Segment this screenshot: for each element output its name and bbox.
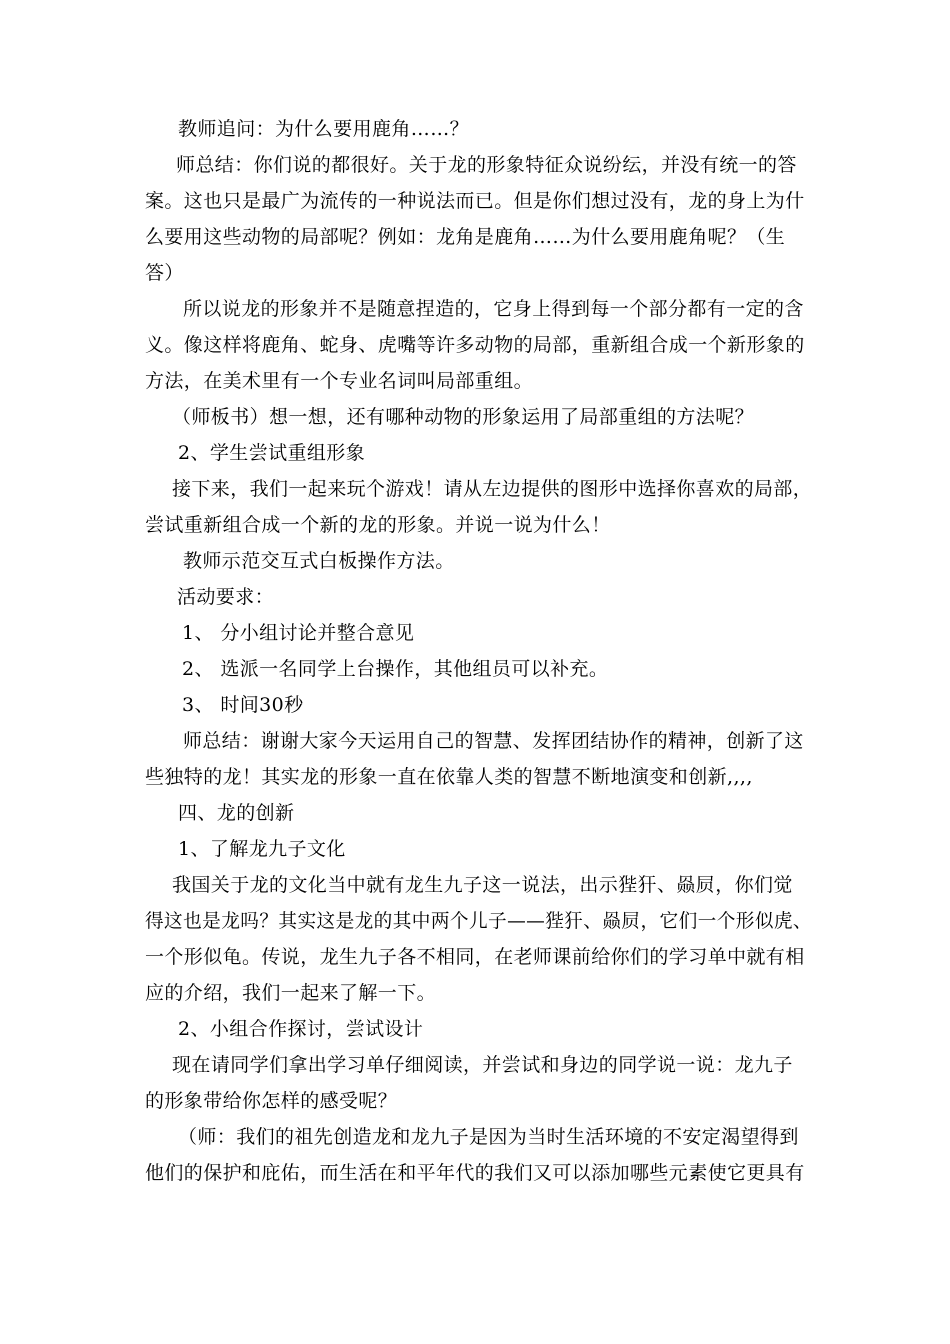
text-line: 应的介绍，我们一起来了解一下。 bbox=[145, 982, 437, 1004]
text-line: 些独特的龙！其实龙的形象一直在依靠人类的智慧不断地演变和创新,,,, bbox=[145, 766, 753, 788]
text-line: 得这也是龙吗？其实这是龙的其中两个儿子——狴犴、赑屃，它们一个形似虎、 bbox=[145, 910, 812, 932]
section-heading: 2、学生尝试重组形象 bbox=[178, 442, 366, 464]
list-item: 3、 时间30秒 bbox=[182, 694, 304, 716]
text-line: 我国关于龙的文化当中就有龙生九子这一说法，出示狴犴、赑屃，你们觉 bbox=[172, 874, 793, 896]
list-item: 1、 分小组讨论并整合意见 bbox=[182, 622, 415, 644]
text-line: 现在请同学们拿出学习单仔细阅读，并尝试和身边的同学说一说：龙九子 bbox=[172, 1054, 793, 1076]
list-item: 2、 选派一名同学上台操作，其他组员可以补充。 bbox=[182, 658, 609, 680]
text-line: 师总结：你们说的都很好。关于龙的形象特征众说纷纭，并没有统一的答 bbox=[176, 154, 797, 176]
text-line: 活动要求： bbox=[177, 586, 275, 608]
text-line: 方法，在美术里有一个专业名词叫局部重组。 bbox=[145, 370, 534, 392]
text-line: 一个形似龟。传说，龙生九子各不相同，在老师课前给你们的学习单中就有相 bbox=[145, 946, 805, 968]
text-line: （师板书）想一想，还有哪种动物的形象运用了局部重组的方法呢？ bbox=[172, 406, 755, 428]
section-heading: 2、小组合作探讨，尝试设计 bbox=[178, 1018, 424, 1040]
text-line: 义。像这样将鹿角、蛇身、虎嘴等许多动物的局部，重新组合成一个新形象的 bbox=[145, 334, 805, 356]
text-line: 接下来，我们一起来玩个游戏！请从左边提供的图形中选择你喜欢的局部， bbox=[172, 478, 813, 500]
section-heading: 四、龙的创新 bbox=[178, 802, 295, 824]
text-line: 么要用这些动物的局部呢？例如：龙角是鹿角……为什么要用鹿角呢？（生 bbox=[145, 226, 786, 248]
text-line: 的形象带给你怎样的感受呢？ bbox=[145, 1090, 398, 1112]
text-line: 他们的保护和庇佑，而生活在和平年代的我们又可以添加哪些元素使它更具有 bbox=[145, 1162, 805, 1184]
text-line: 教师示范交互式白板操作方法。 bbox=[183, 550, 455, 572]
text-line: （师：我们的祖先创造龙和龙九子是因为当时生活环境的不安定渴望得到 bbox=[178, 1126, 799, 1148]
text-line: 答） bbox=[145, 262, 184, 284]
section-heading: 1、了解龙九子文化 bbox=[178, 838, 346, 860]
text-line: 所以说龙的形象并不是随意捏造的，它身上得到每一个部分都有一定的含 bbox=[183, 298, 804, 320]
text-line: 尝试重新组合成一个新的龙的形象。并说一说为什么！ bbox=[145, 514, 611, 536]
text-line: 教师追问：为什么要用鹿角……？ bbox=[178, 118, 470, 140]
text-line: 师总结：谢谢大家今天运用自己的智慧、发挥团结协作的精神，创新了这 bbox=[183, 730, 804, 752]
text-line: 案。这也只是最广为流传的一种说法而已。但是你们想过没有，龙的身上为什 bbox=[145, 190, 805, 212]
